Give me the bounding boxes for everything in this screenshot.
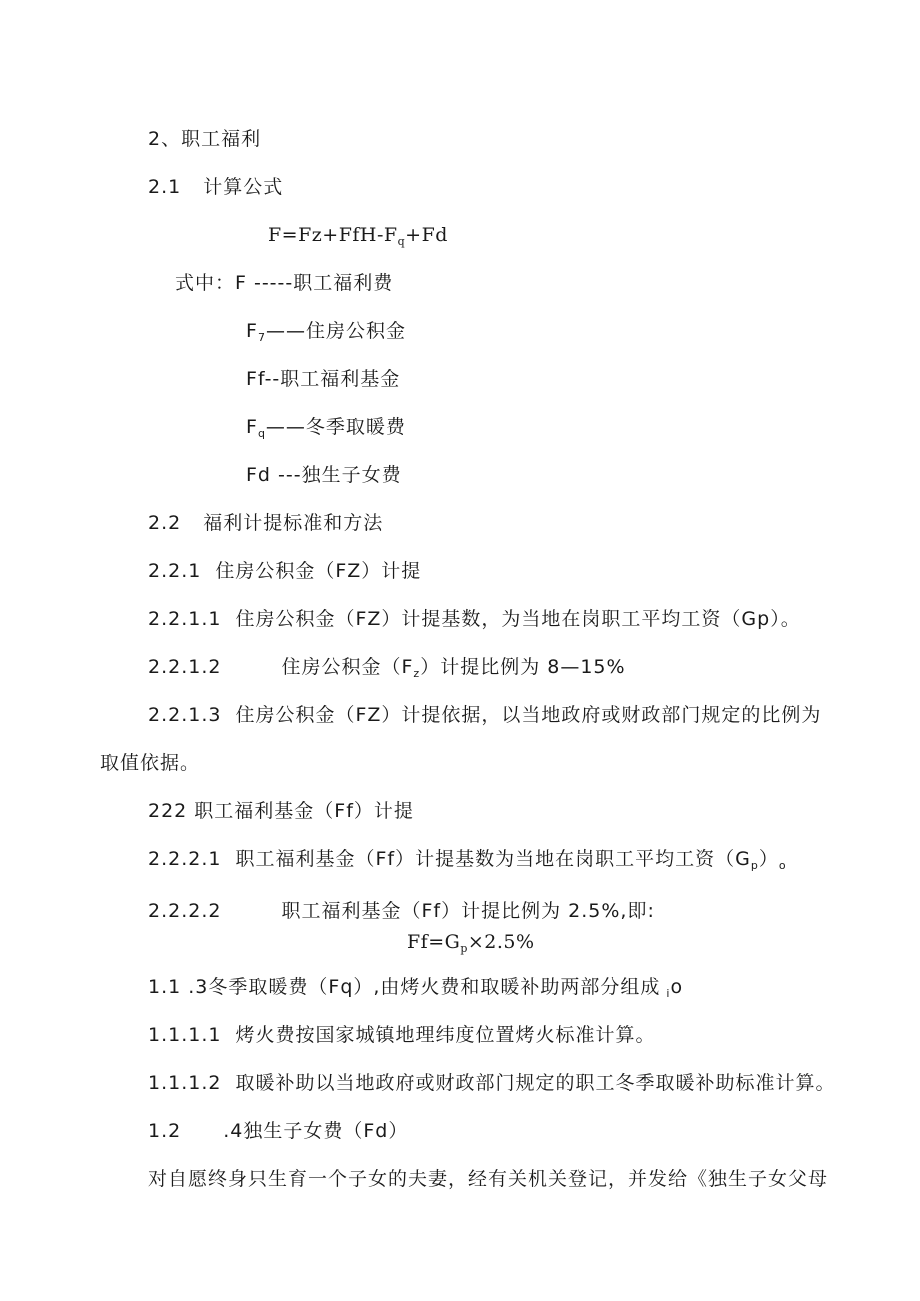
section-number: 1.1 .3 <box>148 976 209 998</box>
section-number: 2.2.2.1 <box>148 848 222 870</box>
section-number: 1.1.1.2 <box>148 1072 222 1094</box>
section-title: 住房公积金（FZ）计提 <box>215 560 422 582</box>
section-text: 住房公积金（FZ）计提依据，以当地政府或财政部门规定的比例为 <box>235 704 822 726</box>
section-2-2-2: 222 职工福利基金（Ff）计提 <box>148 800 414 822</box>
section-number: 2.2.2.2 <box>148 900 222 922</box>
section-number: 2.2 <box>148 512 182 534</box>
legend-fd: Fd ---独生子女费 <box>246 464 402 486</box>
formula-main: $F=Fz+FfH-F_q+Fd$ <box>268 224 448 248</box>
legend-intro: 式中：F -----职工福利费 <box>175 272 394 294</box>
section-2-2-1-1 <box>148 607 801 631</box>
section-2-2-1 <box>148 559 421 583</box>
section-title: 福利计提标准和方法 <box>203 512 384 534</box>
section-2-2-1-2: 2.2.1.2 住房公积金$(F_z)$计提比例为 8—15% <box>148 656 626 680</box>
section-2-2-2-1: 2.2.2.1 职工福利基金（Ff）计提基数为当地在岗职工平均工资$(G_p)_o$ <box>148 848 787 872</box>
paragraph-last: 对自愿终身只生育一个子女的夫妻，经有关机关登记，并发给《独生子女父母 <box>148 1168 829 1190</box>
section-2-1 <box>148 175 283 199</box>
section-2-2 <box>148 511 383 535</box>
formula-ff: $Ff=G_p\times 2.5\%$ <box>407 931 535 955</box>
section-1-1-3: 1.1 .3冬季取暖费（Fq）,由烤火费和取暖补助两部分组成 $_i$o <box>148 976 684 1000</box>
section-number: 2.2.1.1 <box>148 608 222 630</box>
section-text: 取暖补助以当地政府或财政部门规定的职工冬季取暖补助标准计算。 <box>235 1072 836 1094</box>
legend-ff: Ff--职工福利基金 <box>246 368 401 390</box>
section-2-2-1-3-continued: 取值依据。 <box>100 752 201 774</box>
section-number: 2.2.1.2 <box>148 656 222 678</box>
section-number: 1.2 <box>148 1120 182 1142</box>
section-1-1-1-2 <box>148 1071 836 1095</box>
section-number: 2.2.1 <box>148 560 202 582</box>
section-1-2: 1.2 .4独生子女费（Fd） <box>148 1120 409 1142</box>
section-number: 2.2.1.3 <box>148 704 222 726</box>
section-heading: 2、职工福利 <box>148 128 262 150</box>
section-title: 计算公式 <box>203 176 284 198</box>
section-number: 1.1.1.1 <box>148 1024 222 1046</box>
section-text: 独生子女费（Fd） <box>243 1120 409 1142</box>
section-2-2-1-3 <box>148 703 821 727</box>
legend-f7: $F_7——$住房公积金 <box>246 320 406 344</box>
section-text: 冬季取暖费（Fq）,由烤火费和取暖补助两部分组成 <box>208 976 661 998</box>
section-text: 职工福利基金（Ff）计提比例为 2.5%,即: <box>281 900 655 922</box>
section-1-1-1-1 <box>148 1023 656 1047</box>
section-text: 住房公积金（FZ）计提基数，为当地在岗职工平均工资（Gp）。 <box>235 608 801 630</box>
legend-fq: $F_q——$冬季取暖费 <box>246 416 406 440</box>
section-text: 烤火费按国家城镇地理纬度位置烤火标准计算。 <box>235 1024 656 1046</box>
section-2-2-2-2 <box>148 899 655 923</box>
section-number: 2.1 <box>148 176 182 198</box>
